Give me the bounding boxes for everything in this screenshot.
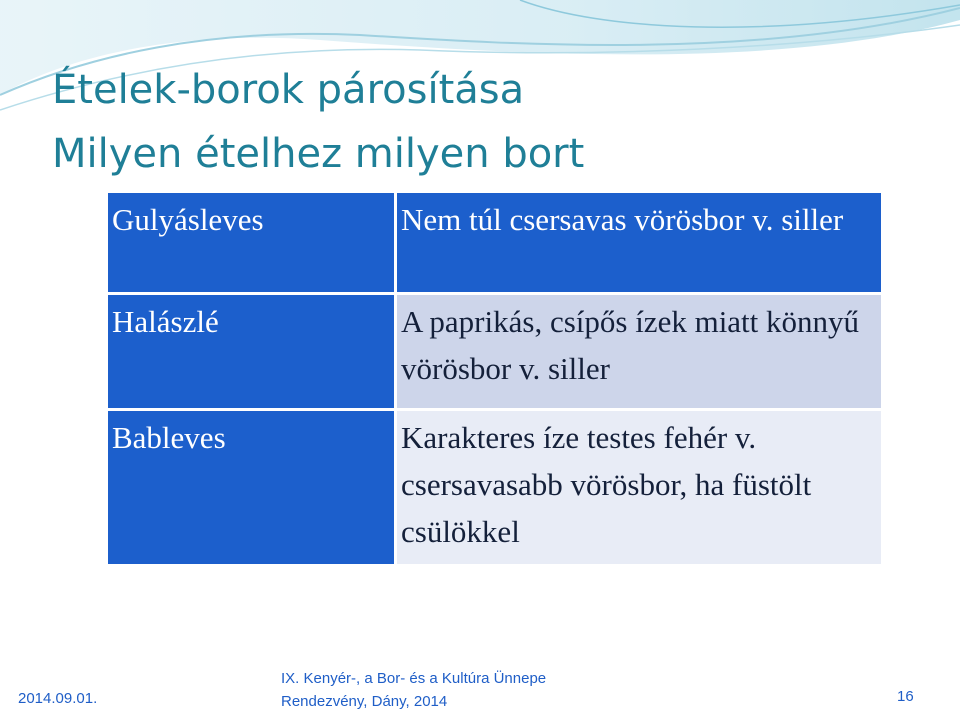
- slide-title: [52, 58, 584, 186]
- table-row: [108, 295, 881, 411]
- wine-cell: A paprikás, csípős ízek miatt könnyű vörösbor v. siller: [397, 295, 881, 411]
- table-row: [108, 193, 881, 295]
- wine-cell: Nem túl csersavas vörösbor v. siller: [397, 193, 881, 295]
- title-line-1: Ételek-borok párosítása: [52, 67, 525, 113]
- title-line-2: Milyen ételhez milyen bort: [52, 131, 585, 177]
- food-cell: Bableves: [108, 411, 397, 564]
- footer-event-line-1: IX. Kenyér-, a Bor- és a Kultúra Ünnepe: [281, 670, 547, 687]
- table-row: [108, 411, 881, 564]
- footer-event: [281, 667, 546, 713]
- footer-event-line-2: Rendezvény, Dány, 2014: [281, 693, 448, 710]
- food-cell: Gulyásleves: [108, 193, 397, 295]
- pairing-table: [108, 193, 881, 564]
- food-cell: Halászlé: [108, 295, 397, 411]
- footer-date: 2014.09.01.: [18, 690, 98, 707]
- page-number: 16: [897, 688, 914, 705]
- wine-cell: Karakteres íze testes fehér v. csersavasabb vörösbor, ha füstölt csülökkel: [397, 411, 881, 564]
